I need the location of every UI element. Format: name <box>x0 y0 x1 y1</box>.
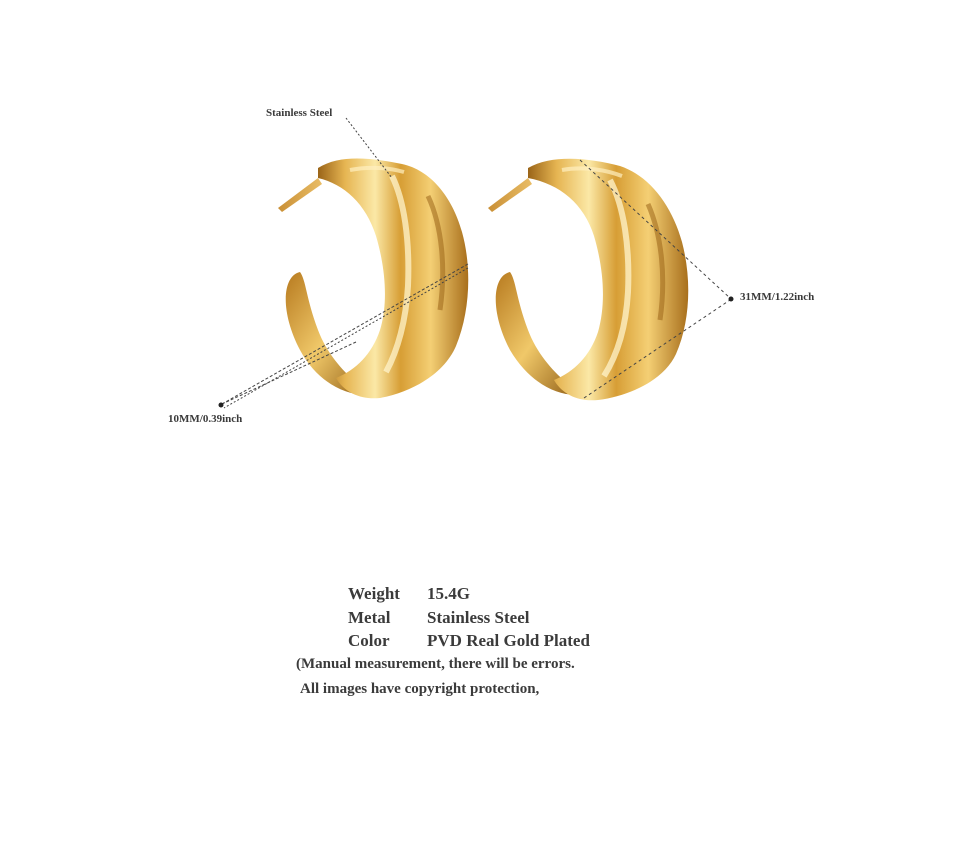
spec-value: 15.4G <box>427 584 470 603</box>
spec-key: Color <box>348 631 390 650</box>
height-callout-label: 31MM/1.22inch <box>740 291 815 303</box>
spec-table <box>348 582 590 653</box>
spec-value: Stainless Steel <box>427 607 530 627</box>
height-dot <box>729 297 734 302</box>
left-earring <box>278 159 468 399</box>
measurement-note: (Manual measurement, there will be errors. <box>296 656 575 672</box>
width-dot <box>219 403 224 408</box>
spec-row-color <box>348 629 590 653</box>
spec-row-weight <box>348 582 590 606</box>
spec-value: PVD Real Gold Plated <box>427 631 590 650</box>
spec-key: Metal <box>348 607 391 627</box>
spec-key: Weight <box>348 584 400 603</box>
material-callout-label: Stainless Steel <box>266 107 333 119</box>
spec-row-metal <box>348 606 590 630</box>
copyright-note: All images have copyright protection, <box>300 681 540 697</box>
right-earring <box>488 159 688 401</box>
width-callout-label: 10MM/0.39inch <box>168 413 243 425</box>
